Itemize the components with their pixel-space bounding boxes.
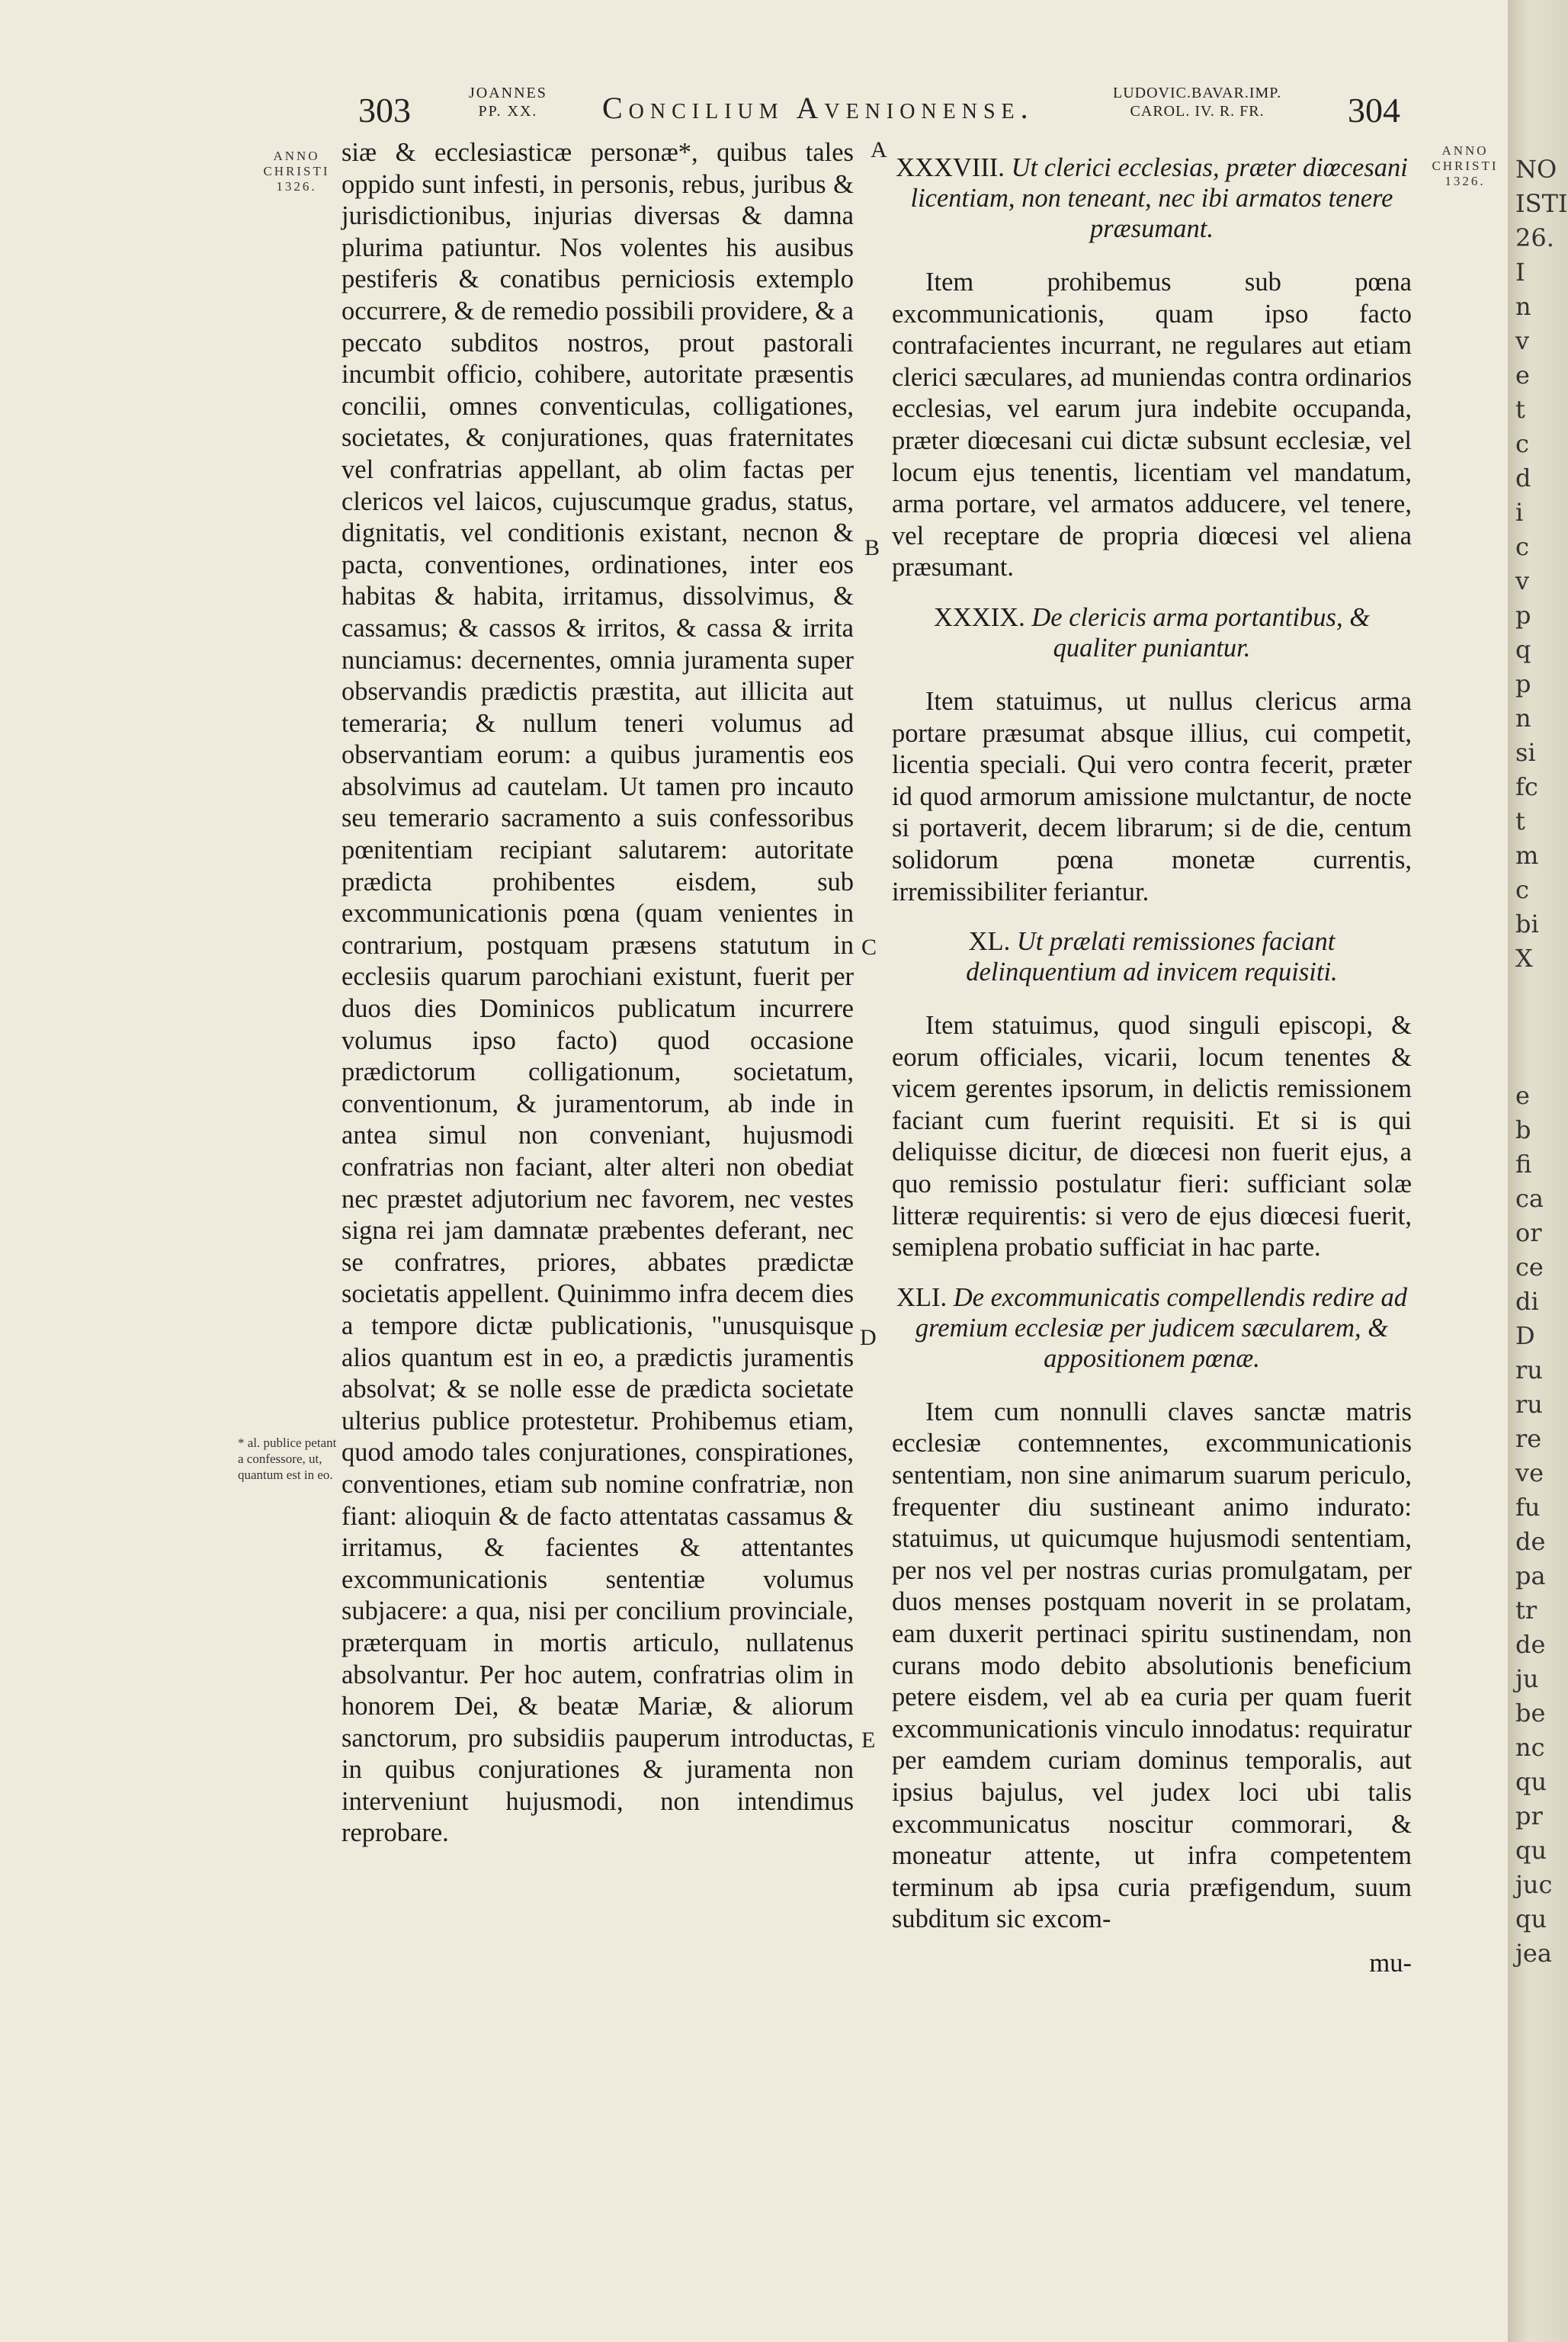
next-page-fragment: D bbox=[1515, 1321, 1535, 1350]
next-page-fragment: n bbox=[1515, 292, 1531, 321]
margin-year-line: CHRISTI bbox=[1432, 159, 1499, 173]
section-heading: De excommunicatis compellendis redire ad gremium ecclesiæ per judicem sæcularem, & appositionem pœnæ. bbox=[915, 1282, 1407, 1373]
next-page-fragment: si bbox=[1515, 738, 1536, 767]
next-page-fragment: nc bbox=[1515, 1733, 1545, 1762]
next-page-fragment: or bbox=[1515, 1218, 1542, 1247]
section-body: Item prohibemus sub pœna excommunicationis, quam ipso facto contrafacientes incurrant, ne regulares aut etiam clerici sæculares, ad muniendas contra ordinarios ecclesias, vel earum jura indebite occupanda, præter diœcesani cui dictæ subsunt ecclesiæ, vel locum ejus tenentis, licentiam vel mandatum, arma portare, vel armatos adducere, vel tenere, vel receptare de propria diœcesi vel aliena præsumant. bbox=[892, 268, 1412, 582]
next-page-fragment: q bbox=[1515, 635, 1531, 664]
next-page-fragment bbox=[1515, 976, 1561, 1010]
running-head-left-line: PP. XX. bbox=[478, 103, 538, 120]
margin-year-line: CHRISTI bbox=[263, 164, 330, 178]
next-page-fragment: t bbox=[1515, 395, 1525, 424]
next-page-fragment: juc bbox=[1515, 1870, 1553, 1899]
next-page-fragment: de bbox=[1515, 1527, 1546, 1556]
next-page-fragment: c bbox=[1515, 429, 1529, 458]
next-page-fragment: tr bbox=[1515, 1596, 1538, 1625]
section-number: XXXVIII. bbox=[896, 153, 1005, 182]
section-title bbox=[892, 152, 1412, 244]
next-page-fragment: p bbox=[1515, 669, 1531, 698]
next-page-fragment: qu bbox=[1515, 1767, 1547, 1796]
margin-letter-d: D bbox=[860, 1325, 877, 1350]
section-title bbox=[892, 926, 1412, 987]
margin-year-line: 1326. bbox=[1445, 174, 1486, 188]
next-page-fragment: re bbox=[1515, 1424, 1542, 1453]
next-page-fragment: pa bbox=[1515, 1561, 1546, 1590]
next-page-fragment: fi bbox=[1515, 1150, 1532, 1179]
page-number-left: 303 bbox=[358, 91, 411, 130]
next-page-fragment: I bbox=[1515, 258, 1525, 287]
section-body: Item statuimus, ut nullus clericus arma portare præsumat absque illius, cui competit, licentia speciali. Qui vero contra fecerit, præter id quod armorum amissione mulctantur, de nocte si portaverit, decem librarum; si de die, centum solidorum pœna monetæ currentis, irremissibiliter feriantur. bbox=[892, 686, 1412, 906]
margin-letter-b: B bbox=[864, 535, 880, 560]
next-page-fragment: ru bbox=[1515, 1390, 1543, 1419]
section-title bbox=[892, 1282, 1412, 1374]
next-page-fragment: e bbox=[1515, 361, 1530, 390]
catchword: mu- bbox=[1369, 1948, 1412, 1978]
next-page-fragment: di bbox=[1515, 1287, 1539, 1316]
next-page-fragment: ve bbox=[1515, 1458, 1544, 1487]
next-page-fragment: t bbox=[1515, 807, 1525, 836]
next-page-fragment: bi bbox=[1515, 910, 1539, 938]
next-page-fragment bbox=[1515, 1044, 1561, 1079]
next-page-fragment: i bbox=[1515, 498, 1524, 527]
margin-letter-c: C bbox=[861, 935, 877, 960]
margin-year-line: ANNO bbox=[273, 149, 320, 163]
next-page-edge bbox=[1515, 152, 1568, 1971]
left-column-text: siæ & ecclesiasticæ personæ*, quibus tales oppido sunt infesti, in personis, rebus, juribus & jurisdictionibus, injurias diversas & damna plurima patiuntur. Nos volentes his ausibus pestiferis & conatibus perniciosis extemplo occurrere, & de remedio possibili providere, & a peccato subditos nostros, prout pastorali incumbit officio, cohibere, autoritate præsentis concilii, omnes conventiculas, colligationes, societates, & conjurationes, quas fraternitates vel confratrias appellant, ab olim factas per clericos vel laicos, cujuscumque gradus, status, dignitatis, vel conditionis existant, necnon & pacta, conventiones, ordinationes, inter eos habitas & habita, irritamus, dissolvimus, & cassamus; & cassos & irritos, & cassa & irrita nunciamus: decernentes, omnia juramenta super observandis prædictis præstita, aut illicita aut temeraria; & nullum teneri volumus ad observantiam eorum: a quibus juramentis eos absolvimus ad cautelam. Ut tamen pro incauto seu temerario sacramento a suis confessoribus pœnitentiam recipiant salutarem: autoritate prædicta prohibentes eisdem, sub excommunicationis pœna (quam venientes in contrarium, postquam præsens statutum in ecclesiis quarum parochiani existunt, fuerit per duos dies Dominicos publicatum incurrere volumus ipso facto) quod occasione prædictorum colligationum, societatum, conventionum, & juramentorum, ab inde in antea simul non conveniant, hujusmodi confratrias non faciant, alter alteri non obediat nec præstet adjutorium nec favorem, nec vestes signa rei jam damnatæ præbentes deferant, nec se confratres, priores, abbates prædictæ societatis appellent. Quinimmo infra decem dies a tempore dictæ publicationis, "unusquisque alios quantum est in eo, a prædictis juramentis absolvat; & se nolle esse de prædicta societate ulterius publice protestetur. Prohibemus etiam, quod amodo tales conjurationes, conspirationes, conventiones, etiam sub nomine confratriæ, non fiant: alioquin & de facto attentatas cassamus & irritamus, & facientes & attentantes excommunicationis sententiæ volumus subjacere: a qua, nisi per concilium provinciale, præterquam in mortis articulo, nullatenus absolvantur. Per hoc autem, confratrias olim in honorem Dei, & beatæ Mariæ, & aliorum sanctorum, pro subsidiis pauperum introductas, in quibus conjurationes & juramenta non interveniunt hujusmodi, non intendimus reprobare. bbox=[341, 138, 854, 1848]
section-body: Item cum nonnulli claves sanctæ matris ecclesiæ contemnentes, excommunicationis sententiam, non sine animarum suarum periculo, frequenter diu sustineant animo indurato: statuimus, ut quicumque hujusmodi sententiam, per nos vel per nostras curias promulgatam, per duos menses postquam noverit in se prolatam, eam duxerit pertinaci spiritu sustinendam, non curans modo debito absolutionis beneficium petere eisdem, vel ab ea curia per quam fuerit excommunicationis vinculo innodatus: requiratur per eamdem curiam dominus temporalis, aut ipsius bajulus, vel judex loci ubi talis excommunicatus noscitur commorari, & moneatur attente, ut infra competentem terminum ab ipsa curia præfigendum, suum subditum sic excom- bbox=[892, 1397, 1412, 1934]
next-page-fragment: qu bbox=[1515, 1904, 1547, 1933]
section-heading: Ut prælati remissiones faciant delinquentium ad invicem requisiti. bbox=[966, 927, 1338, 987]
section-body: Item statuimus, quod singuli episcopi, & eorum officiales, vicarii, locum tenentes & vicem gerentes ipsorum, in delictis remissionem faciant cum fuerint requisiti. Et si is qui deliquisse dicitur, de diœcesi non fuerit ejus, a quo remissio postulatur fieri: sufficiant solæ litteræ requirentis: si vero de ejus diœcesi fuerit, semiplena probatio sufficiat in hac parte. bbox=[892, 1011, 1412, 1262]
section-title bbox=[892, 602, 1412, 663]
page-title: Concilium Avenionense. bbox=[602, 91, 1034, 125]
next-page-fragment: be bbox=[1515, 1699, 1546, 1728]
next-page-fragment: n bbox=[1515, 704, 1531, 733]
next-page-fragment: ce bbox=[1515, 1253, 1544, 1282]
margin-letter-e: E bbox=[861, 1728, 876, 1753]
next-page-fragment: c bbox=[1515, 875, 1529, 904]
next-page-fragment: ru bbox=[1515, 1355, 1543, 1384]
margin-letter-a: A bbox=[871, 137, 887, 162]
page-number-right: 304 bbox=[1348, 91, 1400, 130]
right-column bbox=[892, 152, 1412, 1980]
next-page-fragment: d bbox=[1515, 464, 1531, 492]
section-heading: Ut clerici ecclesias, præter diœcesani licentiam, non teneant, nec ibi armatos tenere præsumant. bbox=[910, 153, 1408, 243]
running-head-left-line: JOANNES bbox=[469, 85, 547, 101]
next-page-fragment: 26. bbox=[1515, 223, 1554, 252]
margin-year-right bbox=[1427, 143, 1503, 189]
next-page-fragment: m bbox=[1515, 841, 1539, 870]
next-page-fragment: ju bbox=[1515, 1664, 1539, 1693]
section-number: XLI. bbox=[896, 1282, 948, 1312]
running-head-right-line: CAROL. IV. R. FR. bbox=[1130, 103, 1265, 120]
margin-year-left bbox=[252, 149, 341, 194]
next-page-fragment: b bbox=[1515, 1115, 1531, 1144]
section-heading: De clericis arma portantibus, & qualiter puniantur. bbox=[1031, 602, 1371, 662]
margin-year-line: ANNO bbox=[1441, 143, 1489, 158]
next-page-fragment: ca bbox=[1515, 1184, 1544, 1213]
next-page-fragment: NO bbox=[1515, 155, 1557, 184]
section-number: XL. bbox=[968, 927, 1011, 957]
next-page-fragment: qu bbox=[1515, 1836, 1547, 1865]
next-page-fragment bbox=[1515, 1010, 1561, 1044]
next-page-fragment: ISTI bbox=[1515, 189, 1568, 218]
next-page-fragment: fc bbox=[1515, 772, 1538, 801]
next-page-fragment: jea bbox=[1515, 1939, 1552, 1968]
margin-year-line: 1326. bbox=[276, 179, 317, 194]
next-page-fragment: e bbox=[1515, 1081, 1530, 1110]
next-page-fragment: X bbox=[1515, 944, 1533, 973]
next-page-fragment: c bbox=[1515, 532, 1529, 561]
running-head-left bbox=[469, 84, 547, 120]
section-number: XXXIX. bbox=[933, 602, 1025, 632]
next-page-fragment: de bbox=[1515, 1630, 1546, 1659]
next-page-fragment: v bbox=[1515, 326, 1530, 355]
next-page-fragment: fu bbox=[1515, 1493, 1541, 1522]
next-page-fragment: p bbox=[1515, 601, 1531, 630]
next-page-fragment: pr bbox=[1515, 1801, 1543, 1830]
running-head-right bbox=[1113, 84, 1281, 120]
running-head-right-line: LUDOVIC.BAVAR.IMP. bbox=[1113, 85, 1282, 101]
next-page-fragment: v bbox=[1515, 566, 1530, 595]
margin-note: * al. publice petant a confessore, ut, quantum est in eo. bbox=[238, 1436, 337, 1482]
